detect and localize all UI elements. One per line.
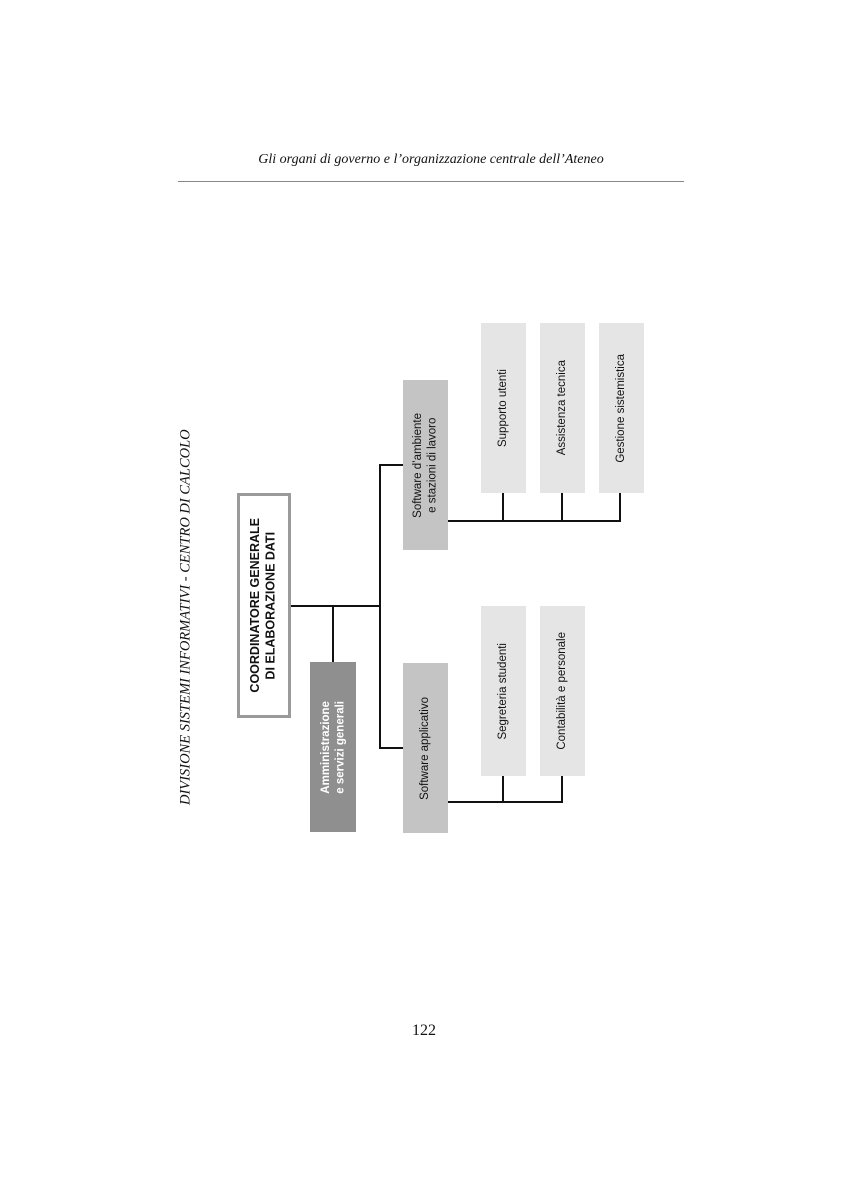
- branch-box-software-applicativo: [403, 663, 448, 833]
- diagram-title: DIVISIONE SISTEMI INFORMATIVI - CENTRO DI CALCOLO: [177, 429, 194, 805]
- unit-label: Contabilità e personale: [556, 632, 569, 750]
- staff-label: Amministrazione e servizi generali: [319, 700, 346, 794]
- unit-box-contabilita-personale: [540, 606, 585, 776]
- unit-box-gestione-sistemistica: [599, 323, 644, 493]
- unit-box-segreteria-studenti: [481, 606, 526, 776]
- branch-box-software-ambiente: [403, 380, 448, 550]
- unit-label: Segreteria studenti: [497, 642, 510, 740]
- unit-box-assistenza-tecnica: [540, 323, 585, 493]
- unit-label: Assistenza tecnica: [556, 360, 569, 456]
- coordinator-label: COORDINATORE GENERALE DI ELABORAZIONE DATI: [248, 518, 278, 693]
- running-header: Gli organi di governo e l’organizzazione centrale dell’Ateneo: [258, 152, 604, 167]
- branch-label: Software applicativo: [419, 696, 432, 800]
- unit-label: Supporto utenti: [497, 368, 510, 447]
- unit-box-supporto-utenti: [481, 323, 526, 493]
- branch-label: Software d’ambiente e stazioni di lavoro: [412, 412, 439, 518]
- page-number: 122: [412, 1022, 436, 1039]
- unit-label: Gestione sistemistica: [615, 353, 628, 463]
- coordinator-box: [237, 493, 291, 718]
- staff-box-amministrazione: [310, 662, 356, 832]
